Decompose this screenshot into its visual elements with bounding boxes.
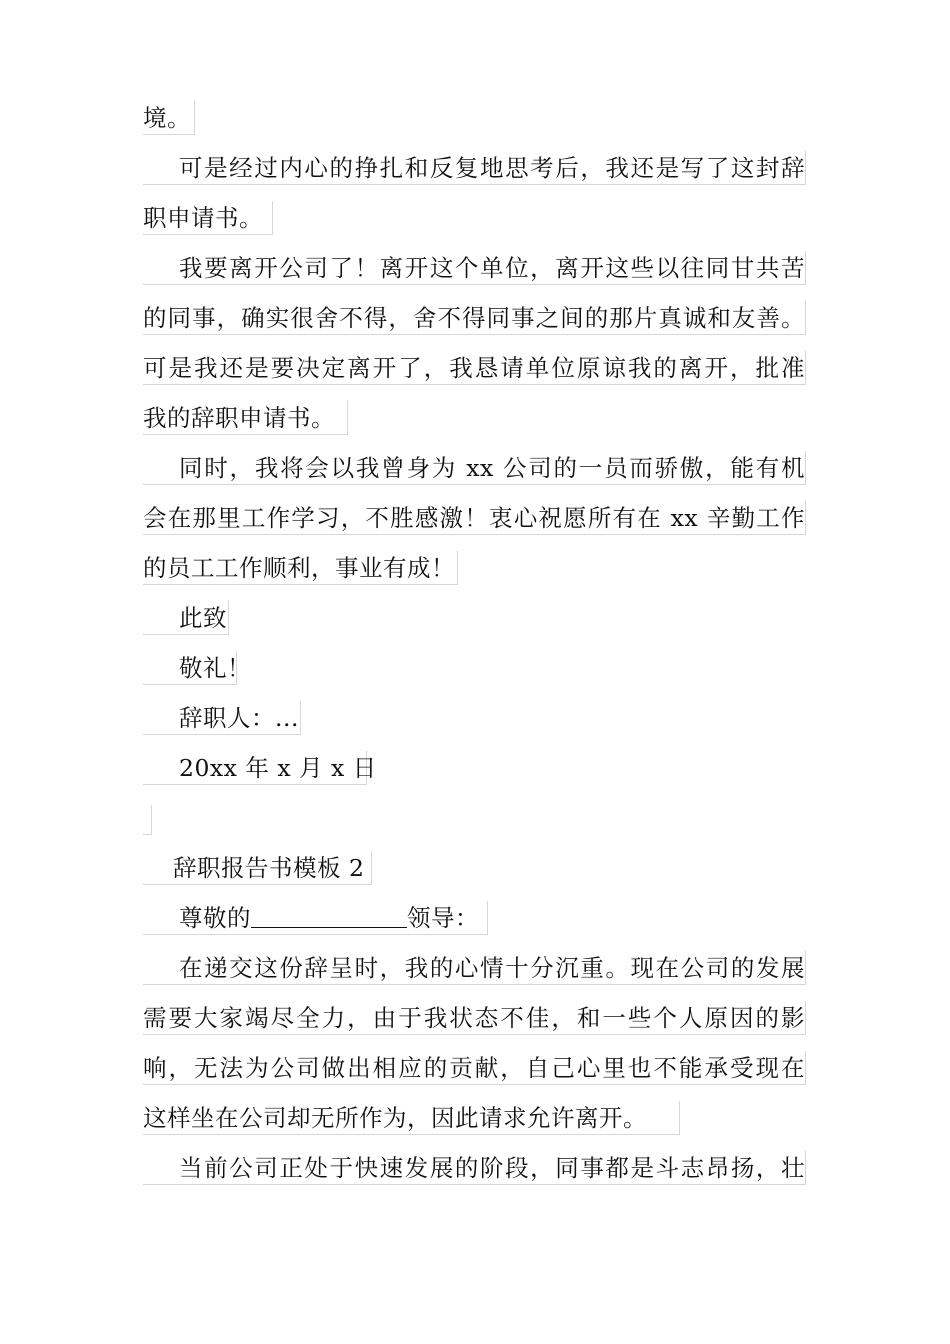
date-line: 20xx 年 x 月 x 日 [143,751,367,785]
paragraph-line: 当前公司正处于快速发展的阶段，同事都是斗志昂扬，壮 [143,1151,806,1185]
text-line: 这样坐在公司却无所作为，因此请求允许离开。 [143,1101,680,1135]
paragraph-line: 在递交这份辞呈时，我的心情十分沉重。现在公司的发展 [143,951,806,985]
signature-line: 辞职人：... [143,701,301,735]
text-line: 我的辞职申请书。 [143,401,348,435]
section-title: 辞职报告书模板 2 [143,851,372,885]
paragraph-line: 可是经过内心的挣扎和反复地思考后，我还是写了这封辞 [143,151,806,185]
empty-line-marker [143,805,152,835]
paragraph-line: 会在那里工作学习，不胜感激！衷心祝愿所有在 xx 辛勤工作 [143,501,806,535]
paragraph-line: 我要离开公司了！离开这个单位，离开这些以往同甘共苦 [143,251,806,285]
name-blank [251,905,407,928]
regards-line: 敬礼！ [143,651,237,685]
text-line: 职申请书。 [143,201,273,235]
salutation-suffix: 领导： [407,904,479,932]
paragraph-line: 可是我还是要决定离开了，我恳请单位原谅我的离开，批准 [143,351,806,385]
text-line: 的员工工作顺利，事业有成！ [143,551,458,585]
paragraph-line: 同时，我将会以我曾身为 xx 公司的一员而骄傲，能有机 [143,451,806,485]
salutation-prefix: 尊敬的 [179,904,251,932]
paragraph-line: 响，无法为公司做出相应的贡献，自己心里也不能承受现在 [143,1051,806,1085]
salutation-line [143,901,488,935]
text-line: 境。 [143,101,195,135]
closing-line: 此致 [143,601,229,635]
paragraph-line: 的同事，确实很舍不得，舍不得同事之间的那片真诚和友善。 [143,301,806,335]
paragraph-line: 需要大家竭尽全力，由于我状态不佳，和一些个人原因的影 [143,1001,806,1035]
